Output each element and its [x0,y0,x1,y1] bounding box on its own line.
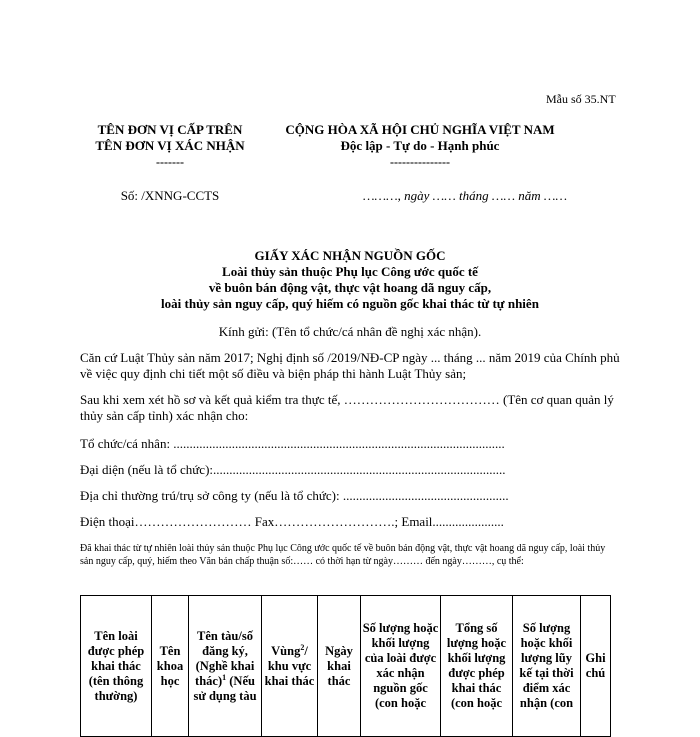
document-date: ………, ngày …… tháng …… năm …… [362,188,568,203]
declaration: Đã khai thác từ tự nhiên loài thủy sản thuộc Phụ lục Công ước quốc tế về buôn bán động vật, thực vật hoang dã nguy cấp, loài thủy sản nguy cấp, quý, hiếm theo Văn bản chấp thuận số:…… có thời hạn từ ngày……… đến ngày………, cụ thể: [80,543,606,567]
field-organization: Tổ chức/cá nhân: ...................................................................................................... [80,436,505,451]
issuer-superior-name: TÊN ĐƠN VỊ CẤP TRÊN [97,122,243,137]
document-subtitle-1: Loài thủy sản thuộc Phụ lục Công ước quốc tế [222,264,478,279]
footnote-1: 1 [222,672,227,682]
header-certified-quantity: Số lượng hoặc khối lượng của loài được xác nhận nguồn gốc (con hoặc [361,596,441,737]
header-harvest-date: Ngày khai thác [318,596,361,737]
salutation: Kính gửi: (Tên tổ chức/cá nhân đề nghị xác nhận). [218,324,482,339]
header-vessel-text: Tên tàu/số đăng ký, (Nghề khai thác) [195,628,255,688]
issuer-unit-name: TÊN ĐƠN VỊ XÁC NHẬN [95,138,245,153]
field-address: Địa chỉ thường trú/trụ sở công ty (nếu là tổ chức): ................................................... [80,488,509,503]
document-title: GIẤY XÁC NHẬN NGUỒN GỐC [254,248,446,263]
document-subtitle-2: về buôn bán động vật, thực vật hoang dã nguy cấp, [208,280,492,295]
form-number: Mẫu số 35.NT [546,92,616,106]
header-area-text-cont: / khu vực khai thác [264,643,315,688]
header-permitted-quantity: Tổng số lượng hoặc khối lượng được phép khai thác (con hoặc [441,596,513,737]
national-title: CỘNG HÒA XÃ HỘI CHỦ NGHĨA VIỆT NAM [285,122,555,137]
header-species-common-name: Tên loài được phép khai thác (tên thông thường) [81,596,152,737]
header-area-text: Vùng [271,643,301,658]
document-number: Số: /XNNG-CCTS [120,188,220,203]
right-header-divider: --------------- [390,155,450,169]
header-scientific-name: Tên khoa học [152,596,189,737]
left-header-divider: ------- [156,155,184,169]
header-vessel-text-cont: (Nếu sử dụng tàu [193,673,257,703]
header-area [262,596,318,737]
legal-basis: Căn cứ Luật Thủy sản năm 2017; Nghị định số /2019/NĐ-CP ngày ... tháng ... năm 2019 của Chính phủ về việc quy định chi tiết một số điều và biện pháp thi hành Luật Thủy sản; [80,350,620,381]
header-vessel [189,596,262,737]
table-header-row [81,596,611,737]
document-subtitle-3: loài thủy sản nguy cấp, quý hiếm có nguồn gốc khai thác từ tự nhiên [161,296,539,311]
header-notes: Ghi chú [581,596,611,737]
field-representative: Đại diện (nếu là tổ chức):.......................................................................................... [80,462,506,477]
field-contact: Điện thoại……………………… Fax……………………….; Email...................... [80,514,504,529]
national-motto: Độc lập - Tự do - Hạnh phúc [340,138,500,153]
review-statement: Sau khi xem xét hồ sơ và kết quả kiểm tra thực tế, ……………………………… (Tên cơ quan quản lý thủy sản cấp tỉnh) xác nhận cho: [80,392,614,423]
header-cumulative-quantity: Số lượng hoặc khối lượng lũy kế tại thời điểm xác nhận (con [513,596,581,737]
harvest-table [80,595,611,737]
footnote-2: 2 [300,642,305,652]
